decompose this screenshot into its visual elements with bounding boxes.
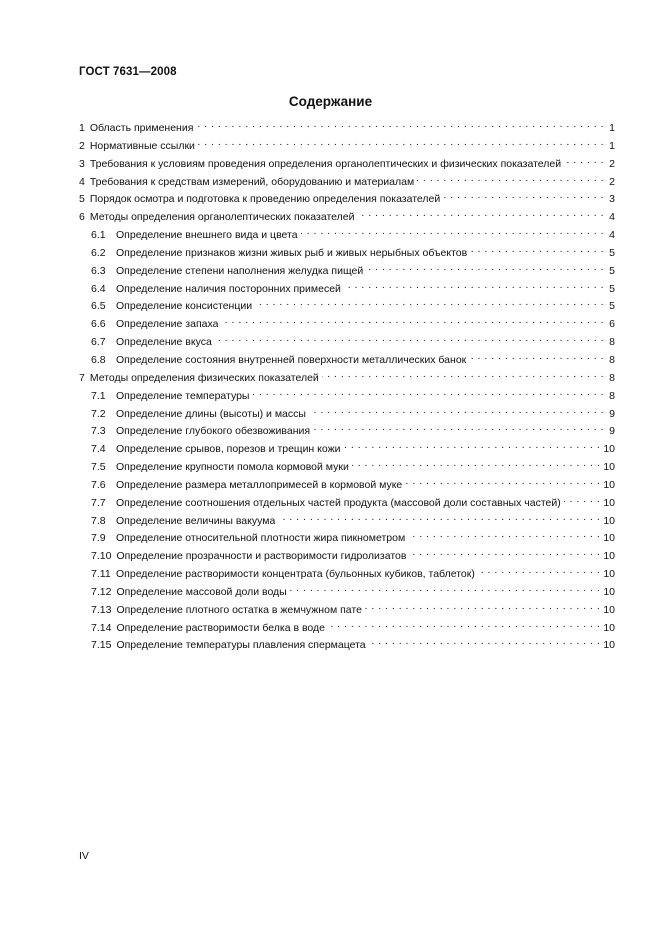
toc-leader-dots	[443, 190, 604, 202]
toc-leader-dots	[252, 387, 604, 399]
toc-entry-label: Определение глубокого обезвоживания	[116, 425, 311, 438]
toc-entry[interactable]	[79, 315, 615, 333]
toc-entry[interactable]	[79, 155, 615, 173]
toc-entry[interactable]	[79, 512, 615, 530]
toc-entry-number: 6.1	[91, 229, 106, 242]
toc-entry-number: 7.10	[91, 550, 112, 563]
toc-entry-number: 7	[79, 371, 85, 384]
toc-leader-dots	[290, 583, 601, 595]
toc-entry-number: 7.6	[91, 478, 106, 491]
toc-entry-number: 6.7	[91, 336, 106, 349]
toc-entry[interactable]	[79, 119, 615, 137]
toc-leader-dots	[417, 173, 604, 185]
toc-entry-number: 6	[79, 211, 85, 224]
toc-entry-page: 10	[603, 550, 615, 563]
toc-entry[interactable]	[79, 137, 615, 155]
toc-leader-dots	[478, 565, 600, 577]
toc-entry-label: Определение соотношения отдельных частей продукта (массовой доли составных частей)	[116, 496, 561, 509]
toc-leader-dots	[255, 297, 604, 309]
toc-entry-label: Определение наличия посторонних примесей	[116, 282, 341, 295]
toc-entry[interactable]	[79, 387, 615, 405]
toc-entry-page: 10	[603, 639, 615, 652]
toc-entry-label: Область применения	[89, 122, 194, 134]
toc-entry-label: Определение величины вакуума	[116, 514, 276, 527]
toc-entry[interactable]	[79, 405, 615, 423]
toc-entry-number: 7.7	[91, 496, 106, 509]
toc-leader-dots	[196, 119, 604, 131]
toc-entry-page: 2	[609, 175, 615, 188]
toc-entry-page: 10	[603, 532, 615, 545]
toc-entry[interactable]	[79, 369, 615, 387]
page-number: IV	[79, 850, 89, 862]
toc-entry[interactable]	[79, 440, 615, 458]
toc-entry[interactable]	[79, 529, 615, 547]
toc-entry-label: Определение внешнего вида и цвета	[116, 229, 298, 242]
toc-entry-page: 10	[603, 568, 615, 581]
toc-entry[interactable]	[79, 262, 615, 280]
toc-entry-label: Определение срывов, порезов и трещин кожи	[116, 443, 341, 456]
toc-entry[interactable]	[79, 547, 615, 565]
toc-entry-page: 5	[609, 264, 615, 277]
toc-entry-label: Определение состояния внутренней поверхности металлических банок	[116, 353, 467, 366]
toc-entry-label: Определение размера металлопримесей в кормовой муке	[116, 478, 403, 491]
toc-entry-label: Определение относительной плотности жира пикнометром	[116, 532, 406, 545]
toc-entry-label: Определение плотного остатка в жемчужном пате	[116, 603, 362, 616]
toc-entry-number: 7.8	[91, 514, 106, 527]
toc-entry-page: 10	[603, 478, 615, 491]
toc-entry-number: 7.2	[91, 407, 106, 420]
toc-entry-page: 10	[603, 443, 615, 456]
toc-title: Содержание	[288, 94, 373, 109]
toc-entry[interactable]	[79, 476, 615, 494]
toc-leader-dots	[198, 137, 604, 149]
toc-leader-dots	[409, 547, 600, 559]
toc-entry-label: Методы определения органолептических показателей	[89, 211, 355, 224]
toc-entry-page: 5	[609, 300, 615, 313]
toc-entry-label: Определение запаха	[116, 318, 219, 331]
toc-entry-label: Требования к средствам измерений, оборудованию и материалам	[89, 175, 415, 188]
toc-entry[interactable]	[79, 351, 615, 369]
toc-entry[interactable]	[79, 173, 615, 191]
toc-entry-page: 10	[603, 461, 615, 474]
toc-entry-number: 4	[79, 175, 85, 188]
toc-leader-dots	[309, 405, 604, 417]
toc-entry-page: 9	[609, 407, 615, 420]
toc-entry-label: Определение прозрачности и растворимости гидролизатов	[116, 550, 407, 563]
toc-entry-number: 7.4	[91, 443, 106, 456]
document-code: ГОСТ 7631—2008	[79, 66, 177, 78]
toc-entry-number: 7.1	[91, 389, 106, 402]
toc-leader-dots	[215, 333, 604, 345]
toc-leader-dots	[408, 529, 600, 541]
toc-entry-page: 4	[609, 211, 615, 224]
toc-leader-dots	[344, 280, 604, 292]
toc-leader-dots	[313, 422, 604, 434]
toc-entry-label: Определение температуры плавления спермацета	[116, 639, 366, 652]
toc-entry-page: 10	[603, 621, 615, 634]
toc-entry[interactable]	[79, 280, 615, 298]
toc-entry[interactable]	[79, 458, 615, 476]
toc-entry-page: 2	[609, 157, 615, 170]
toc-entry[interactable]	[79, 244, 615, 262]
toc-entry-label: Определение крупности помола кормовой муки	[116, 461, 349, 474]
toc-entry-page: 8	[609, 336, 615, 349]
toc-entry-page: 1	[609, 122, 615, 134]
toc-entry-page: 5	[609, 246, 615, 259]
toc-entry[interactable]	[79, 190, 615, 208]
toc-entry[interactable]	[79, 583, 615, 601]
toc-entry-number: 7.9	[91, 532, 106, 545]
toc-entry-page: 10	[603, 514, 615, 527]
toc-entry-label: Определение консистенции	[116, 300, 253, 313]
toc-entry-label: Определение массовой доли воды	[116, 585, 287, 598]
toc-entry-label: Порядок осмотра и подготовка к проведению определения показателей	[89, 193, 441, 206]
toc-entry[interactable]	[79, 565, 615, 583]
toc-leader-dots	[301, 226, 604, 238]
toc-entry-page: 9	[609, 425, 615, 438]
toc-entry-number: 5	[79, 193, 85, 206]
toc-leader-dots	[365, 601, 600, 613]
toc-leader-dots	[369, 636, 601, 648]
toc-entry-label: Определение температуры	[116, 389, 250, 402]
toc-entry-label: Требования к условиям проведения определения органолептических и физических показателей	[89, 157, 562, 170]
toc-entry-label: Определение признаков жизни живых рыб и живых нерыбных объектов	[116, 246, 468, 259]
toc-leader-dots	[564, 494, 601, 506]
table-of-contents	[79, 119, 615, 654]
toc-entry-label: Определение вкуса	[116, 336, 212, 349]
toc-leader-dots	[322, 369, 604, 381]
toc-entry-number: 7.3	[91, 425, 106, 438]
toc-entry-number: 7.11	[91, 568, 111, 581]
toc-entry-number: 7.12	[91, 585, 112, 598]
toc-entry[interactable]	[79, 601, 615, 619]
toc-entry-number: 1	[79, 122, 85, 134]
toc-entry-number: 7.15	[91, 639, 112, 652]
toc-leader-dots	[352, 458, 600, 470]
toc-entry-number: 7.5	[91, 461, 106, 474]
toc-entry-page: 8	[609, 353, 615, 366]
toc-entry[interactable]	[79, 208, 615, 226]
toc-leader-dots	[357, 208, 604, 220]
toc-leader-dots	[405, 476, 600, 488]
toc-entry[interactable]	[79, 494, 615, 512]
toc-entry-number: 7.13	[91, 603, 112, 616]
toc-entry-number: 6.6	[91, 318, 106, 331]
toc-entry-label: Методы определения физических показателей	[89, 371, 319, 384]
toc-entry-label: Определение растворимости белка в воде	[116, 621, 326, 634]
toc-leader-dots	[366, 262, 604, 274]
toc-leader-dots	[470, 244, 604, 256]
toc-leader-dots	[469, 351, 604, 363]
toc-entry-page: 1	[609, 139, 615, 152]
toc-leader-dots	[328, 619, 600, 631]
toc-entry-number: 6.5	[91, 300, 106, 313]
toc-leader-dots	[564, 155, 604, 167]
toc-entry-page: 10	[603, 603, 615, 616]
toc-entry-number: 6.2	[91, 246, 106, 259]
toc-entry[interactable]	[79, 619, 615, 637]
toc-entry[interactable]	[79, 422, 615, 440]
toc-entry-page: 6	[609, 318, 615, 331]
toc-entry-number: 6.8	[91, 353, 106, 366]
toc-entry-number: 6.4	[91, 282, 106, 295]
toc-entry[interactable]	[79, 636, 615, 654]
toc-entry-number: 2	[79, 139, 85, 152]
toc-entry[interactable]	[79, 226, 615, 244]
toc-entry-page: 8	[609, 389, 615, 402]
toc-entry-page: 3	[609, 193, 615, 206]
toc-entry-number: 7.14	[91, 621, 112, 634]
toc-entry-label: Определение растворимости концентрата (бульонных кубиков, таблеток)	[116, 568, 475, 581]
toc-entry-label: Определение длины (высоты) и массы	[116, 407, 306, 420]
toc-leader-dots	[343, 440, 600, 452]
toc-entry-page: 10	[603, 496, 615, 509]
toc-entry-page: 4	[609, 229, 615, 242]
toc-leader-dots	[221, 315, 604, 327]
toc-entry[interactable]	[79, 297, 615, 315]
toc-leader-dots	[278, 512, 600, 524]
toc-entry-page: 10	[603, 585, 615, 598]
toc-entry-label: Нормативные ссылки	[89, 139, 195, 152]
toc-entry-label: Определение степени наполнения желудка пищей	[116, 264, 364, 277]
toc-entry-page: 5	[609, 282, 615, 295]
toc-entry-page: 8	[609, 371, 615, 384]
toc-entry-number: 6.3	[91, 264, 106, 277]
toc-entry[interactable]	[79, 333, 615, 351]
toc-entry-number: 3	[79, 157, 85, 170]
